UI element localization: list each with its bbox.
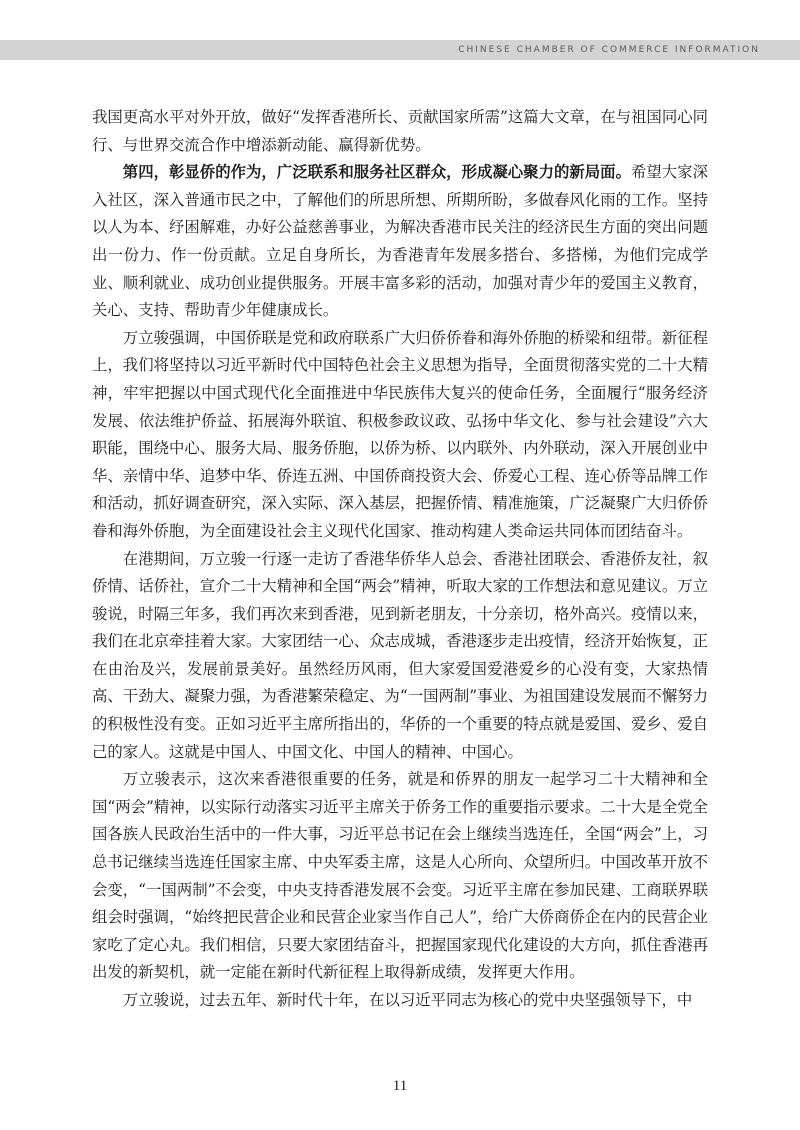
paragraph-3-text: 万立骏强调，中国侨联是党和政府联系广大归侨侨眷和海外侨胞的桥梁和纽带。新征程上，我们将坚持以习近平新时代中国特色社会主义思想为指导，全面贯彻落实党的二十大精神，牢牢把握以中国式现代化全面推进中华民族伟大复兴的使命任务，全面履行“服务经济发展、依法维护侨益、拓展海外联谊、积极参政议政、弘扬中华文化、参与社会建设”六大职能，围绕中心、服务大局、服务侨胞，以侨为桥、以内联外、内外联动，深入开展创业中华、亲情中华、追梦中华、侨连五洲、中国侨商投资大会、侨爱心工程、连心侨等品牌工作和活动，抓好调查研究，深入实际、深入基层，把握侨情、精准施策，广泛凝聚广大归侨侨眷和海外侨胞，为全面建设社会主义现代化国家、推动构建人类命运共同体而团结奋斗。 — [92, 328, 708, 540]
paragraph-6-text: 万立骏说，过去五年、新时代十年，在以习近平同志为核心的党中央坚强领导下，中 — [122, 991, 693, 1009]
running-header-title: CHINESE CHAMBER OF COMMERCE INFORMATION — [458, 45, 760, 55]
paragraph-1-text: 我国更高水平对外开放，做好“发挥香港所长、贡献国家所需”这篇大文章，在与祖国同心同行、与世界交流合作中增添新动能、赢得新优势。 — [92, 108, 708, 154]
paragraph-4-text: 在港期间，万立骏一行逐一走访了香港华侨华人总会、香港社团联会、香港侨友社，叙侨情、话侨社，宣介二十大精神和全国“两会”精神，听取大家的工作想法和意见建议。万立骏说，时隔三年多，我们再次来到香港，见到新老朋友，十分亲切，格外高兴。疫情以来，我们在北京牵挂着大家。大家团结一心、众志成城，香港逐步走出疫情，经济开始恢复，正在由治及兴，发展前景美好。虽然经历风雨，但大家爱国爱港爱乡的心没有变，大家热情高、干劲大、凝聚力强，为香港繁荣稳定、为“一国两制”事业、为祖国建设发展而不懈努力的积极性没有变。正如习近平主席所指出的，华侨的一个重要的特点就是爱国、爱乡、爱自己的家人。这就是中国人、中国文化、中国人的精神、中国心。 — [92, 549, 708, 761]
paragraph-3 — [92, 325, 708, 546]
paragraph-2-lead: 第四，彰显侨的作为，广泛联系和服务社区群众，形成凝心聚力的新局面。 — [122, 163, 631, 182]
paragraph-2 — [92, 159, 708, 325]
paragraph-1 — [92, 104, 708, 159]
paragraph-6 — [92, 987, 708, 1015]
paragraph-5-text: 万立骏表示，这次来香港很重要的任务，就是和侨界的朋友一起学习二十大精神和全国“两会”精神，以实际行动落实习近平主席关于侨务工作的重要指示要求。二十大是全党全国各族人民政治生活中的一件大事，习近平总书记在会上继续当选连任，全国“两会”上，习总书记继续当选连任国家主席、中央军委主席，这是人心所向、众望所归。中国改革开放不会变，“一国两制”不会变，中央支持香港发展不会变。习近平主席在参加民建、工商联界联组会时强调，“始终把民营企业和民营企业家当作自己人”，给广大侨商侨企在内的民营企业家吃了定心丸。我们相信，只要大家团结奋斗，把握国家现代化建设的大方向，抓住香港再出发的新契机，就一定能在新时代新征程上取得新成绩，发挥更大作用。 — [92, 770, 708, 982]
paragraph-4 — [92, 546, 708, 767]
paragraph-2-text: 希望大家深入社区，深入普通市民之中，了解他们的所思所想、所期所盼，多做春风化雨的工作。坚持以人为本、纾困解难，办好公益慈善事业，为解决香港市民关注的经济民生方面的突出问题出一份力、作一份贡献。立足自身所长，为香港青年发展多搭台、多搭梯，为他们完成学业、顺利就业、成功创业提供服务。开展丰富多彩的活动，加强对青少年的爱国主义教育，关心、支持、帮助青少年健康成长。 — [92, 163, 708, 320]
page-number: 11 — [392, 1078, 408, 1094]
article-body — [92, 104, 708, 1015]
paragraph-5 — [92, 766, 708, 987]
